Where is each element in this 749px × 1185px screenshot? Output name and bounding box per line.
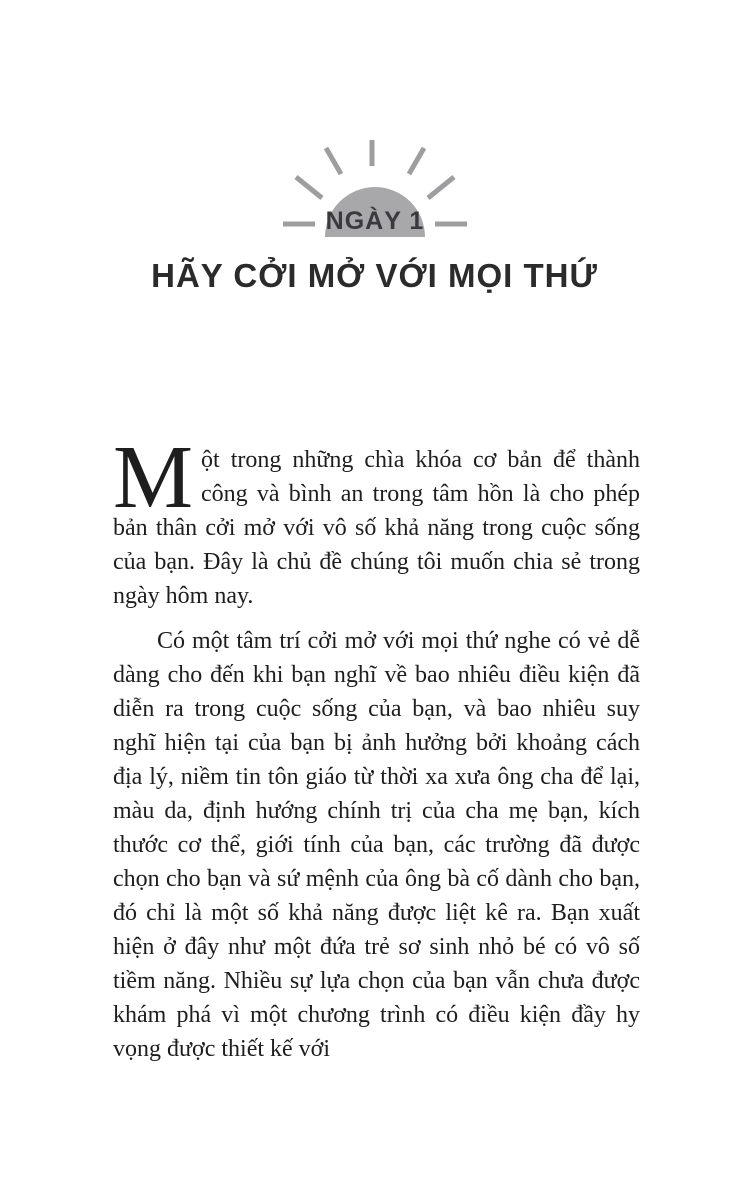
day-badge xyxy=(0,133,749,245)
body-text xyxy=(113,428,640,1066)
drop-cap: M xyxy=(113,428,194,527)
chapter-title: HÃY CỞI MỞ VỚI MỌI THỨ xyxy=(151,257,598,294)
day-badge-label: NGÀY 1 xyxy=(325,207,424,235)
sunrise-icon xyxy=(265,133,485,245)
paragraph-2: Có một tâm trí cởi mở với mọi thứ nghe có vẻ dễ dàng cho đến khi bạn nghĩ về bao nhiêu điều kiện đã diễn ra trong cuộc sống của bạn, và bao nhiêu suy nghĩ hiện tại của bạn bị ảnh hưởng bởi khoảng cách địa lý, niềm tin tôn giáo từ thời xa xưa ông cha để lại, màu da, định hướng chính trị của cha mẹ bạn, kích thước cơ thể, giới tính của bạn, các trường đã được chọn cho bạn và sứ mệnh của ông bà cố dành cho bạn, đó chỉ là một số khả năng được liệt kê ra. Bạn xuất hiện ở đây như một đứa trẻ sơ sinh nhỏ bé có vô số tiềm năng. Nhiều sự lựa chọn của bạn vẫn chưa được khám phá vì một chương trình có điều kiện đầy hy vọng được thiết kế với xyxy=(113,628,640,1062)
paragraph-1 xyxy=(113,428,640,613)
paragraph-1-text: ột trong những chìa khóa cơ bản để thành công và bình an trong tâm hồn là cho phép bản thân cởi mở với vô số khả năng trong cuộc sống của bạn. Đây là chủ đề chúng tôi muốn chia sẻ trong ngày hôm nay. xyxy=(113,447,640,609)
